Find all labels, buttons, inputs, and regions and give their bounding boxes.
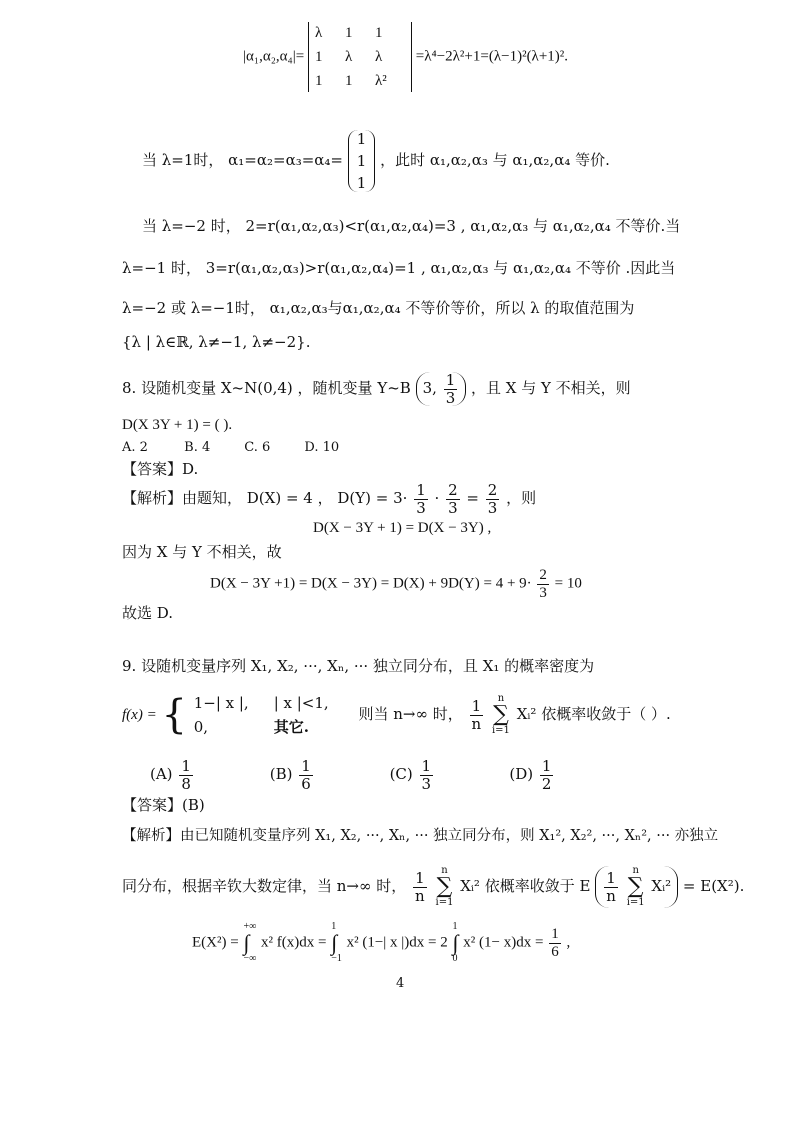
option-fraction: [179, 758, 193, 792]
frac-den: 8: [181, 774, 191, 793]
frac-num: 1: [301, 757, 311, 775]
case2-line2: λ=−1 时， 3=r(α₁,α₂,α₃)>r(α₁,α₂,α₄)=1 , α₁,α₂,α₃ 与 α₁,α₂,α₄ 不等价 .因此当: [122, 259, 676, 277]
det-cell: 1: [314, 49, 323, 65]
q8-answer: 【答案】D.: [122, 460, 199, 478]
case-b-condition: 其它.: [273, 718, 309, 736]
q8-line4-a: D(X − 3Y +1) = D(X − 3Y) = D(X) + 9D(Y) = 4 + 9·: [210, 575, 532, 592]
integral-a: E(X²) =: [192, 934, 239, 951]
q9-integral-line: [192, 922, 570, 964]
integral-symbol: ∫: [331, 930, 338, 955]
det-rhs: =λ⁴−2λ²+1=(λ−1)²(λ+1)².: [415, 48, 569, 65]
sigma-symbol: ∑: [493, 702, 509, 727]
q9-options: [150, 758, 555, 792]
sigma-symbol: ∑: [436, 874, 453, 899]
q8-analysis-line2: D(X − 3Y + 1) = D(X − 3Y) ,: [313, 520, 492, 536]
sum-lower: i=1: [626, 897, 645, 908]
fraction: [604, 870, 618, 904]
integral-end: ,: [566, 934, 571, 951]
sum-upper: n: [441, 865, 448, 876]
int-lower: −∞: [243, 953, 257, 964]
case-a-value: 1−| x |,: [193, 694, 249, 712]
det-cell: 1: [314, 73, 323, 89]
case2-line3: λ=−2 或 λ=−1时， α₁,α₂,α₃与α₁,α₂,α₄ 不等价等价，所以 λ 的取值范围为: [122, 299, 635, 317]
sum-lower: i=1: [435, 897, 454, 908]
case-a-condition: | x |<1,: [273, 694, 329, 712]
integral: [243, 922, 256, 964]
q8-option-d: D. 10: [304, 440, 340, 455]
option-label: (B): [269, 765, 293, 783]
vector-entry: 1: [356, 174, 367, 192]
frac-num: 1: [181, 757, 191, 775]
option-label: (D): [509, 765, 534, 783]
int-upper: 1: [452, 921, 458, 932]
summation: [627, 866, 645, 908]
integral-symbol: ∫: [243, 930, 250, 955]
case2-line4: {λ | λ∈ℝ, λ≠−1, λ≠−2}.: [122, 333, 311, 351]
sum-term: Xᵢ²: [516, 705, 537, 723]
fraction: [446, 482, 460, 516]
frac-den: 3: [416, 498, 426, 517]
q9-analysis-line2: [122, 866, 744, 908]
q8-stem-b: ，且 X 与 Y 不相关，则: [471, 379, 631, 397]
int-upper: 1: [331, 921, 337, 932]
frac-den: 3: [421, 774, 432, 793]
case1-post: ，此时 α₁,α₂,α₃ 与 α₁,α₂,α₄ 等价.: [380, 151, 610, 169]
q8-option-c: C. 6: [244, 440, 271, 455]
fraction: [537, 567, 549, 601]
option-label: (A): [150, 765, 173, 783]
integral-c: x² (1−| x |)dx = 2: [346, 934, 448, 951]
det-cell: 1: [344, 73, 353, 89]
option-fraction: [540, 758, 554, 792]
det-cell: λ: [314, 25, 323, 41]
q8-option-a: A. 2: [122, 440, 148, 455]
q8-analysis-b: ，则: [506, 489, 537, 507]
option-label: (C): [389, 765, 413, 783]
case-b-value: 0,: [193, 718, 209, 736]
frac-num: 1: [604, 870, 618, 888]
int-lower: −1: [331, 953, 342, 964]
q9-option-c: [390, 758, 505, 792]
q9-option-b: [270, 758, 385, 792]
frac-den: n: [471, 714, 482, 733]
expectation-arg: [595, 866, 678, 908]
sum-term: Xᵢ²: [460, 877, 480, 895]
binom-p-fraction: [444, 372, 458, 406]
fraction: [413, 870, 427, 904]
int-upper: +∞: [243, 921, 257, 932]
det-cell: 1: [374, 25, 383, 41]
sum-lower: i=1: [491, 725, 510, 736]
option-fraction: [299, 758, 313, 792]
sum-upper: n: [632, 865, 639, 876]
q9-option-d: [509, 757, 555, 793]
q8-options: [122, 440, 339, 456]
determinant-line: [243, 22, 568, 92]
q8-option-b: B. 4: [184, 440, 211, 455]
q9-stem: 9. 设随机变量序列 X₁, X₂, ···, Xₙ, ··· 独立同分布，且 X₁ 的概率密度为: [122, 657, 595, 675]
frac-num: 2: [448, 481, 458, 499]
summation: [436, 866, 454, 908]
q9-analysis-2c: = E(X²).: [682, 877, 745, 895]
fraction: [549, 926, 561, 960]
vector-entry: 1: [356, 152, 367, 170]
binom-n: 3,: [422, 379, 437, 397]
sigma-symbol: ∑: [627, 874, 644, 899]
frac-den: 3: [448, 498, 458, 517]
q8-conclusion: 故选 D.: [122, 604, 174, 622]
integral-symbol: ∫: [452, 930, 459, 955]
q8-stem: [122, 372, 631, 406]
det-cell: λ²: [374, 73, 387, 89]
q8-analysis-line3: 因为 X 与 Y 不相关，故: [122, 543, 282, 561]
option-fraction: [420, 758, 434, 792]
frac-num: 1: [541, 757, 552, 775]
binomial-params: [416, 372, 467, 406]
case2-line1: 当 λ=−2 时， 2=r(α₁,α₂,α₃)<r(α₁,α₂,α₄)=3 , α₁,α₂,α₃ 与 α₁,α₂,α₄ 不等价.当: [142, 217, 681, 235]
case-lambda-1: [142, 130, 610, 192]
page-number: 4: [396, 976, 405, 991]
q8-analysis-line4: [210, 567, 582, 601]
q8-expression: D(X 3Y + 1) = ( ).: [122, 417, 233, 433]
q9-mid: 则当 n→∞ 时，: [358, 705, 463, 723]
frac-num: 1: [421, 757, 432, 775]
q8-analysis-a: 【解析】由题知， D(X) = 4 ， D(Y) = 3·: [122, 489, 408, 507]
frac-den: n: [415, 886, 425, 905]
int-lower: 0: [452, 953, 458, 964]
frac-num: 1: [470, 698, 484, 716]
frac-num: 1: [416, 481, 426, 499]
det-cell: λ: [344, 49, 353, 65]
column-vector: [348, 130, 376, 192]
integral-b: x² f(x)dx =: [260, 934, 327, 951]
frac-num: 1: [445, 371, 456, 389]
integral: [453, 922, 459, 964]
frac-num: 1: [413, 870, 427, 888]
q9-tail: 依概率收敛于（ ）.: [541, 705, 671, 723]
density-lhs: f(x) =: [122, 707, 157, 723]
frac-den: 6: [551, 943, 559, 960]
frac-den: 2: [541, 774, 552, 793]
sum-term: Xᵢ²: [651, 877, 672, 895]
q9-analysis-2b: 依概率收敛于 E: [484, 877, 591, 895]
frac-num: 2: [487, 481, 498, 499]
fraction: [486, 482, 500, 516]
left-brace: {: [161, 692, 187, 738]
fraction: [414, 482, 428, 516]
frac-den: 3: [445, 388, 456, 407]
eq-op: =: [466, 489, 479, 507]
determinant-matrix: [308, 22, 412, 92]
frac-den: 3: [539, 584, 547, 601]
q8-stem-a: 8. 设随机变量 X~N(0,4) ，随机变量 Y~B: [122, 379, 411, 397]
dot-op: ·: [434, 489, 440, 507]
integral-d: x² (1− x)dx =: [463, 934, 544, 951]
sum-upper: n: [497, 693, 505, 704]
q9-answer: 【答案】(B): [122, 796, 205, 814]
q9-analysis-2a: 同分布，根据辛钦大数定律，当 n→∞ 时，: [122, 877, 407, 895]
det-lhs: |α₁,α₂,α₄|=: [243, 48, 305, 65]
frac-num: 2: [539, 567, 547, 583]
frac-den: 6: [301, 774, 311, 793]
frac-num: 1: [551, 926, 559, 942]
det-cell: λ: [374, 49, 383, 65]
frac-den: 3: [487, 498, 498, 517]
case1-pre: 当 λ=1时， α₁=α₂=α₃=α₄=: [142, 151, 343, 169]
summation: [492, 694, 510, 736]
q9-analysis-line1: 【解析】由已知随机变量序列 X₁, X₂, ···, Xₙ, ··· 独立同分布，则 X₁², X₂², ···, Xₙ², ··· 亦独立: [122, 828, 719, 844]
integral: [331, 922, 342, 964]
fraction: [470, 698, 484, 732]
q9-option-a: [150, 758, 265, 792]
piecewise-cases: [194, 694, 354, 736]
q9-density: [122, 694, 671, 736]
frac-den: n: [606, 886, 616, 905]
vector-entry: 1: [356, 130, 367, 148]
q8-line4-b: = 10: [554, 575, 582, 592]
det-cell: 1: [344, 25, 353, 41]
q8-analysis-line1: [122, 482, 536, 516]
